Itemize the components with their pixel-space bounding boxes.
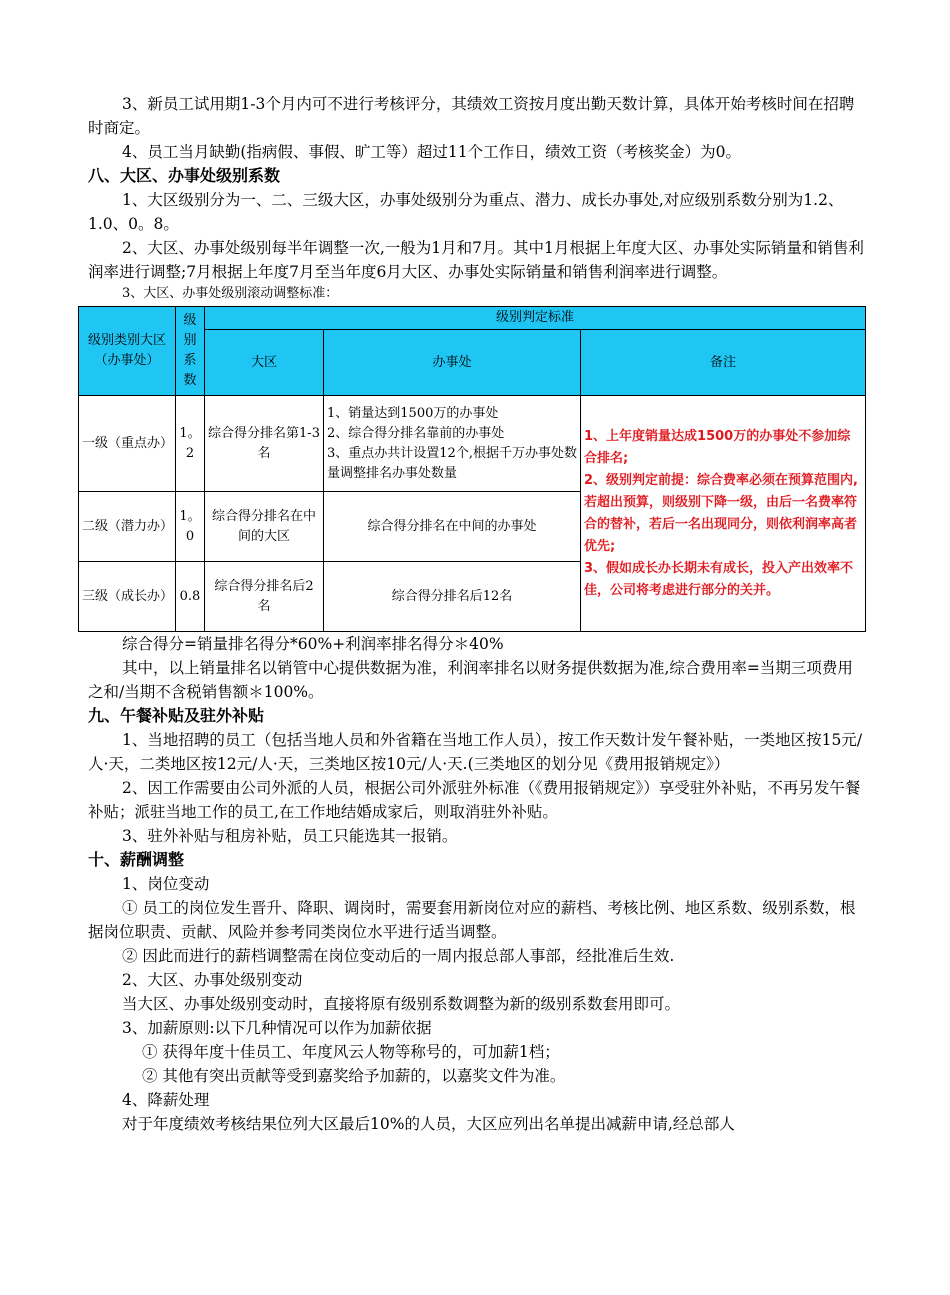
- paragraph: ① 员工的岗位发生晋升、降职、调岗时，需要套用新岗位对应的薪档、考核比例、地区系数、级别系数，根据岗位职责、贡献、风险并参考同类岗位水平进行适当调整。: [88, 899, 856, 941]
- level-standard-table: [78, 306, 866, 632]
- row1-office: [324, 396, 581, 492]
- header-level-coef: 级别系数: [176, 307, 205, 396]
- header-level-type: 级别类别大区（办事处）: [79, 307, 176, 396]
- header-note: 备注: [581, 330, 866, 396]
- office-criterion: 1、销量达到1500万的办事处: [327, 405, 499, 421]
- row2-coef: 1。0: [176, 492, 205, 562]
- header-standard: 级别判定标准: [205, 307, 866, 330]
- header-region: 大区: [205, 330, 324, 396]
- row3-region: 综合得分排名后2名: [205, 562, 324, 632]
- formula: 综合得分=销量排名得分*60%+利润率排名得分＊40%: [122, 635, 504, 653]
- paragraph: 2、因工作需要由公司外派的人员，根据公司外派驻外标准（《费用报销规定》）享受驻外补贴，不再另发午餐补贴；派驻当地工作的员工,在工作地结婚成家后，则取消驻外补贴。: [88, 779, 861, 821]
- paragraph: 当大区、办事处级别变动时，直接将原有级别系数调整为新的级别系数套用即可。: [122, 995, 681, 1013]
- paragraph: 对于年度绩效考核结果位列大区最后10%的人员，大区应列出名单提出减薪申请,经总部人: [122, 1115, 735, 1133]
- row1-region: 综合得分排名第1-3名: [205, 396, 324, 492]
- paragraph: 2、大区、办事处级别每半年调整一次,一般为1月和7月。其中1月根据上年度大区、办事处实际销量和销售利润率进行调整;7月根据上年度7月至当年度6月大区、办事处实际销量和销售利润率进行调整。: [88, 239, 864, 281]
- note-item: 1、上年度销量达成1500万的办事处不参加综合排名;: [584, 428, 851, 466]
- list-item: ② 其他有突出贡献等受到嘉奖给予加薪的，以嘉奖文件为准。: [142, 1067, 566, 1085]
- section-heading: 八、大区、办事处级别系数: [88, 166, 281, 185]
- subheading: 4、降薪处理: [122, 1091, 210, 1109]
- paragraph: 1、当地招聘的员工（包括当地人员和外省籍在当地工作人员），按工作天数计发午餐补贴，一类地区按15元/人·天，二类地区按12元/人·天，三类地区按10元/人·天.(三类地区的划分见《费用报销规定》）: [88, 731, 863, 773]
- paragraph: 3、新员工试用期1-3个月内可不进行考核评分，其绩效工资按月度出勤天数计算，具体开始考核时间在招聘时商定。: [88, 95, 855, 137]
- subheading: 2、大区、办事处级别变动: [122, 971, 303, 989]
- subheading: 3、加薪原则:以下几种情况可以作为加薪依据: [122, 1019, 432, 1037]
- paragraph: 4、员工当月缺勤(指病假、事假、旷工等）超过11个工作日，绩效工资（考核奖金）为0。: [122, 143, 741, 161]
- note-item: 2、级别判定前提：综合费率必须在预算范围内,若超出预算，则级别下降一级，由后一名费率符合的替补，若后一名出现同分，则依利润率高者优先;: [584, 472, 858, 554]
- document-body: [82, 92, 868, 1136]
- section-heading: 九、午餐补贴及驻外补贴: [88, 706, 265, 725]
- row2-office: 综合得分排名在中间的办事处: [324, 492, 581, 562]
- note-item: 3、假如成长办长期未有成长，投入产出效率不佳，公司将考虑进行部分的关并。: [584, 560, 854, 598]
- header-office: 办事处: [324, 330, 581, 396]
- row2-type: 二级（潜力办）: [79, 492, 176, 562]
- subheading: 1、岗位变动: [122, 875, 210, 893]
- paragraph: 1、大区级别分为一、二、三级大区，办事处级别分为重点、潜力、成长办事处,对应级别系数分别为1.2、1.0、0。8。: [88, 191, 844, 233]
- row3-type: 三级（成长办）: [79, 562, 176, 632]
- row1-coef: 1。2: [176, 396, 205, 492]
- row3-office: 综合得分排名后12名: [324, 562, 581, 632]
- office-criterion: 2、综合得分排名靠前的办事处: [327, 425, 505, 441]
- row3-coef: 0.8: [176, 562, 205, 632]
- section-heading: 十、薪酬调整: [88, 850, 185, 869]
- paragraph: 3、驻外补贴与租房补贴，员工只能选其一报销。: [122, 827, 458, 845]
- office-criterion: 3、重点办共计设置12个,根据千万办事处数量调整排名办事处数量: [327, 445, 577, 481]
- paragraph: ② 因此而进行的薪档调整需在岗位变动后的一周内报总部人事部，经批准后生效.: [122, 947, 675, 965]
- row2-region: 综合得分排名在中间的大区: [205, 492, 324, 562]
- row1-type: 一级（重点办）: [79, 396, 176, 492]
- paragraph: 其中，以上销量排名以销管中心提供数据为准，利润率排名以财务提供数据为准,综合费用率=当期三项费用之和/当期不含税销售额＊100%。: [88, 659, 853, 701]
- list-item: ① 获得年度十佳员工、年度风云人物等称号的，可加薪1档；: [142, 1043, 560, 1061]
- note-cell: [581, 396, 866, 632]
- table-caption: 3、大区、办事处级别滚动调整标准：: [122, 286, 339, 301]
